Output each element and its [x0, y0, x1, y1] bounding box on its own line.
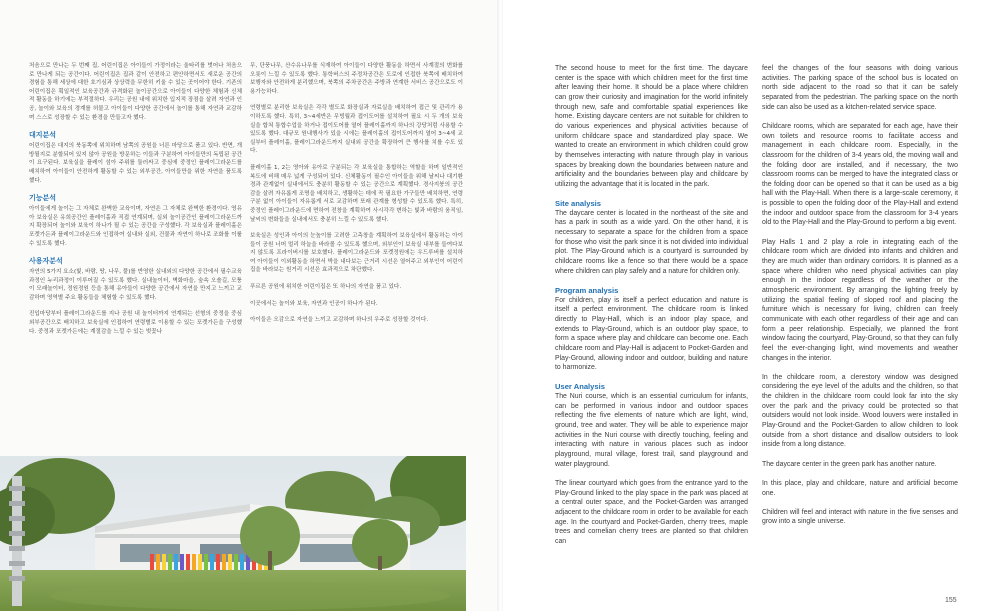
courtyard-paragraph: The linear courtyard which goes from the entrance yard to the Play-Ground linked to the play space in the park was placed at a central outer space, and the Pocket-Garden was arranged adjacent to the childcare room in order to be available for each age. In the courtyard and Pocket-Garden, cherry trees, maple trees and cornelian cherry trees are planted so that children can: [555, 479, 748, 545]
korean-program-heading: 기능분석: [29, 194, 57, 203]
korean-site-heading: 대지분석: [29, 131, 57, 140]
korean-intro-paragraph: 처음으로 만나는 두 번째 집, 어린이집은 아이들이 가정이라는 울타리를 벗어나 처음으로 만나게 되는 공간이다. 어린이집은 집과 같이 안전하고 편안하면서도 새로운 공간의 경험을 통해 세상에 대한 호기심과 상상력을 무한히 키울 수 있는 곳이어야 한다. 기존의 어린이집은 획일적인 보육공간과 규격화된 놀이공간으로 아이들이 다양한 체험과 신체적 활동을 하기에는 부적절하다. 우리는 공원 내에 위치한 입지적 장점을 살려 자연과 인공, 놀이와 보육의 경계를 허물고 아이들이 다양한 공간에서 놀이를 통해 자연과 교감하며 스스로 성장할 수 있는 환경을 만들고자 했다.: [29, 63, 242, 121]
closing-line-2: In this place, play and childcare, nature and artificial become one.: [762, 479, 958, 497]
site-analysis-heading: Site analysis: [555, 199, 602, 209]
closing-line-1: The daycare center in the green park has another nature.: [762, 460, 937, 468]
korean-program-paragraph: 아이들에게 놀이는 그 자체로 완벽한 교육이며, 자연은 그 자체로 완벽한 환경이다. 영유아 보육실은 유희공간인 플레이홀과 직접 연계되며, 실외 놀이공간인 플레이그라운드까지 확장되어 놀이와 보육이 하나가 될 수 있는 공간을 구성했다. 각 보육실과 플레이홀은 포켓가든과 플레이그라운드와 인접하여 실내와 실외, 건물과 자연이 하나로 조화를 이룰 수 있도록 했다.: [29, 206, 242, 247]
daycare-building-photo: [0, 456, 466, 611]
english-column-2: [762, 64, 958, 537]
korean-site-paragraph: 어린이집은 대지의 북동쪽에 위치하며 남쪽의 공원을 너른 마당으로 품고 있다. 반면, 개방될지로 분할되어 있지 않아 공원을 방문하는 이들과 구분하여 아이들만의 독립된 공간이 요구된다. 보육실을 플레이 섬아 주위를 둘러싸고 중심에 중정인 플레이그라운드를 배치하여 아이들이 안전하게 활동할 수 있는 외부공간, 아이들만을 위한 자연을 품도록 했다.: [29, 143, 242, 184]
korean-column-1: [29, 62, 242, 344]
childcare-rooms-paragraph: Childcare rooms, which are separated for each age, have their own toilets and resource rooms to facilitate access and management in each childcare room. Especially, in the classroom for the children of 3-4 years old, the moving wall and the folding door are installed, and if necessary, the two classroom rooms can be merged to have the integrated class or the folding door can be opened so that it can be used as a big hall with the Play-Hall. When there is a large-scale ceremony, it is possible to open the folding door of the Play-Hall and extend the indoor and outdoor space from the classroom for 3-4 years old to the Play-Hall and the Play-Ground to perform a big event.: [762, 122, 958, 227]
site-analysis-paragraph: The daycare center is located in the northeast of the site and has a park in south as a wide yard. On the other hand, it is necessary to separate a space for the children from a space for those who visit the park since it is not divided into individual plot. The Play-Ground which is a courtyard is surrounded by childcare rooms like a fence so that there would be a space where children can play safely and a nature for children only.: [555, 209, 748, 275]
seasons-paragraph: feel the changes of the four seasons with doing various activities. The parking space of the school bus is located on north side adjacent to the road so that it can be safely separated from the pedestrian. The parking space on the north side can also be used as a kitchen-related service space.: [762, 65, 958, 111]
english-intro-paragraph: The second house to meet for the first time. The daycare center is the space with which children meet for the first time after leaving their home. It should be a place where children can grow their curiosity and imagination for the world infinitely through new, safe and comfortable spatial experiences like home. Existing daycare centers are not suitable for children to do various experiences and physical activities because of uniform childcare space and standardized play space. We wanted to create an environment in which children could grow by themselves interacting with nature through play in various spaces by breaking down the boundaries between nature and artificiality and the boundaries between play and childcare by utilizing the advantage that it is located in the park.: [555, 65, 748, 188]
play-halls-paragraph: Play Halls 1 and 2 play a role in integrating each of the childcare room which are divided into infants and children and they are much wider than ordinary corridors. It is planned as a space where children who need physical activities can play enough in the indoor regardless of the weather or the atmospheric environment. By arranging the lighting freely by utilizing the spatial feeling of sloped roof and placing the furniture which is necessary for living, children can freely communicate with each other regardless of their age and can form a peer relationship. Especially, we planned the front window facing the courtyard, Play-Ground, so that they can fully feel the ever-changing light, wind movements and weather changes in the interior.: [762, 238, 958, 362]
page-gutter: [497, 0, 503, 611]
program-analysis-heading: Program analysis: [555, 285, 619, 295]
korean-courtyard-paragraph: 진입마당부터 플레이그라운드를 지나 공원 내 놀이터까지 연계되는 선형의 중정을 중심 외부공간으로 배치하고 보육실에 인접하여 연령별로 이용할 수 있는 포켓가든을 구성했다. 중정과 포켓가든에는 계절감을 느낄 수 있는 벚꽃나: [29, 311, 242, 335]
korean-paragraph: 이곳에서는 놀이와 보육, 자연과 인공이 하나가 된다.: [250, 300, 378, 307]
korean-paragraph: 아이들은 오감으로 자연을 느끼고 교감하며 하나의 우주로 성장할 것이다.: [250, 317, 429, 324]
english-column-1: [555, 64, 748, 556]
korean-paragraph: 푸르른 공원에 위치한 어린이집은 또 하나의 자연을 품고 있다.: [250, 284, 402, 291]
program-analysis-paragraph: For children, play is itself a perfect education and nature is itself a perfect environment. The childcare room is linked directly to Play-Hall, which is an indoor play space, and extends to Play-Ground, which is an outdoor play space, to form a space where play and childcare can become one. Each childcare room and Play-Hall is adjacent to Pocket-Garden and Play-Ground, allowing indoor and outdoor, building and nature to harmonize.: [555, 296, 748, 372]
closing-line-3: Children will feel and interact with nature in the five senses and grow into a single universe.: [762, 508, 958, 526]
korean-paragraph: 플레이홀 1, 2는 영아와 유아로 구분되는 각 보육실을 통합하는 역할을 하며 일반적인 복도에 비해 매우 넓게 구성되어 있다. 신체활동이 필수인 아이들을 위해 날씨나 대기환경과 관계없이 실내에서도 충분히 활동할 수 있는 공간으로 계획했다. 경사지붕의 공간감을 살려 자유롭게 조명을 배치하고, 생활하는 데에 꼭 필요한 가구들만 배치하면, 연령구분 없이 아이들이 자유롭게 서로 교감하며 또래 관계를 형성할 수 있도록 했다. 특히, 중정인 플레이그라운드에 면하여 전창을 계획하여 사시각각 변하는 빛과 바람의 움직임, 날씨의 변화들을 실내에서도 충분히 느낄 수 있도록 했다.: [250, 164, 463, 223]
korean-user-paragraph: 자연의 5가지 요소(빛, 바람, 땅, 나무, 풀)를 반영한 실내외의 다양한 공간에서 필수교육과정인 누리과정이 이루어질 수 있도록 했다. 실내놀이터, 벽화마을, 숲속 오솔길, 모퉁이 모래놀이터, 정원정원 등을 통해 유아들이 다양한 공간에서 자연을 만지고 느끼고 교감하며 영역별 주요 활동들을 체험할 수 있도록 했다.: [29, 269, 242, 301]
korean-user-heading: 사용자분석: [29, 257, 63, 266]
korean-column-2: [250, 62, 463, 333]
korean-paragraph: 연령별로 분리한 보육실은 각각 별도로 화장실과 자료실을 배치하여 접근 및 관리가 용이하도록 했다. 특히, 3~4세반은 무빙월과 접이도어를 설치하여 필요 시 두 개의 보육실을 합쳐 통합수업을 하거나 접이도어를 열어 플레이홀까지 하나의 강당처럼 사용할 수 있도록 했다. 대규모 원내행사가 있을 시에는 플레이홀의 접이도어까지 열어 3~4세 교실부터 플레이홀, 플레이그라운드까지 실내외 공간을 확장하여 큰 행사를 치를 수도 있다.: [250, 105, 463, 155]
korean-paragraph: 보육실은 성인과 아이의 눈높이를 고려한 고측창을 계획하여 보육실에서 활동하는 아이들이 공원 너머 멀리 하늘을 바라볼 수 있도록 했으며, 외부인이 보육실 내부를 들여다보지 않도록 프라이버시를 보호했다. 플레이그라운드와 포켓정원에는 우드루버를 설치하여 아이들이 이외활동을 하면서 박을 내다보는 근거리 시선은 열어주고 외부인이 어린이집을 바라보는 원거리 시선은 효과적으로 차단했다.: [250, 233, 463, 274]
user-analysis-heading: User Analysis: [555, 382, 605, 392]
clerestory-paragraph: In the childcare room, a clerestory window was designed considering the eye level of the adults and the children, so that the children in the childcare room could look far into the sky over the park and the privacy could be protected so that outsiders would not look inside. Wood louvers were installed in Play-Ground and the Pocket-Garden to allow children to look outside from a short distance and disallow outsiders to look inside from a long distance.: [762, 373, 958, 449]
korean-paragraph: 무, 단풍나무, 산수유나무를 식재하여 아이들이 다양한 활동을 하면서 사계절의 변화를 오롯이 느낄 수 있도록 했다. 통학버스의 주정차공간은 도로에 인접한 북쪽에 배치하여 보행자와 안전하게 분리했으며, 북쪽의 주차공간은 주방과 연계한 서비스 공간으로도 이용가능하다.: [250, 63, 463, 95]
page-number: 155: [945, 597, 957, 604]
user-analysis-paragraph: The Nuri course, which is an essential curriculum for infants, can be performed in various indoor and outdoor spaces reflecting the five elements of nature which are light, wind, ground, tree and water. They will be able to experience major activities in the Nuri course with directly touching, feeling and interacting with nature in various places such as indoor playground, mural village, forest trail, sand playground and water playground.: [555, 393, 748, 468]
